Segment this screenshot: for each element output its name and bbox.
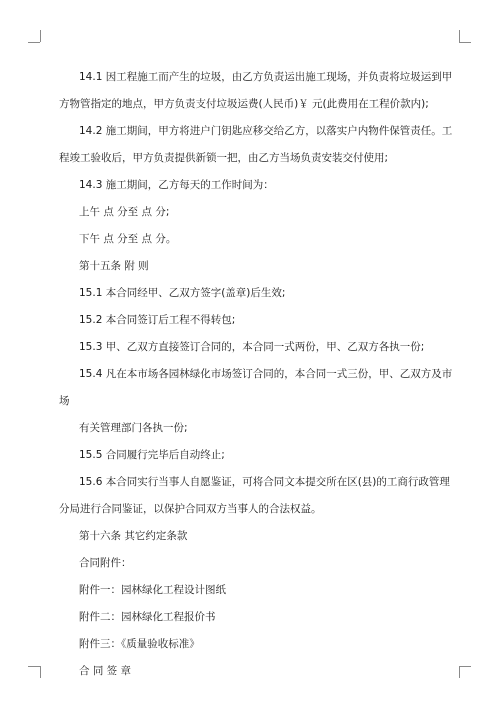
clause-15-4-line-1: 15.4 凡在本市场各园林绿化市场签订合同的，本合同一式三份，甲、乙双方及市 — [79, 368, 453, 380]
clause-15-4-line-3: 有关管理部门各执一份; — [79, 422, 188, 434]
attachment-3: 附件三：《质量验收标准》 — [79, 638, 200, 650]
clause-14-1-line-2: 方物管指定的地点，甲方负责支付垃圾运费(人民币)￥ 元(此费用在工程价款内); — [59, 98, 429, 110]
clause-15-5: 15.5 合同履行完毕后自动终止; — [79, 449, 225, 461]
clause-15-4-line-2: 场 — [59, 395, 70, 407]
morning-hours: 上午 点 分至 点 分; — [79, 206, 170, 218]
attachments-heading: 合同附件： — [79, 557, 132, 569]
article-15-heading: 第十五条 附 则 — [79, 260, 149, 272]
clause-15-3: 15.3 甲、乙双方直接签订合同的，本合同一式两份，甲、乙双方各执一份; — [79, 341, 425, 353]
article-16-heading: 第十六条 其它约定条款 — [79, 530, 188, 542]
clause-14-2-line-2: 程竣工验收后，甲方负责提供新锁一把，由乙方当场负责安装交付使用; — [59, 152, 389, 164]
clause-14-1-line-1: 14.1 因工程施工而产生的垃圾，由乙方负责运出施工现场，并负责将垃圾运到甲 — [79, 71, 453, 83]
attachment-2: 附件二：园林绿化工程报价书 — [79, 611, 216, 623]
clause-15-2: 15.2 本合同签订后工程不得转包; — [79, 314, 236, 326]
clause-14-3: 14.3 施工期间，乙方每天的工作时间为： — [79, 179, 274, 191]
clause-15-6-line-2: 分局进行合同鉴证，以保护合同双方当事人的合法权益。 — [59, 503, 322, 515]
contract-signature-heading: 合 同 签 章 — [79, 665, 132, 677]
clause-15-6-line-1: 15.6 本合同实行当事人自愿鉴证，可将合同文本提交所在区(县)的工商行政管理 — [79, 476, 450, 488]
clause-15-1: 15.1 本合同经甲、乙双方签字(盖章)后生效; — [79, 287, 286, 299]
clause-14-2-line-1: 14.2 施工期间，甲方将进户门钥匙应移交给乙方，以落实户内物件保管责任。工 — [79, 125, 453, 137]
afternoon-hours: 下午 点 分至 点 分。 — [79, 233, 177, 245]
attachment-1: 附件一：园林绿化工程设计图纸 — [79, 584, 226, 596]
